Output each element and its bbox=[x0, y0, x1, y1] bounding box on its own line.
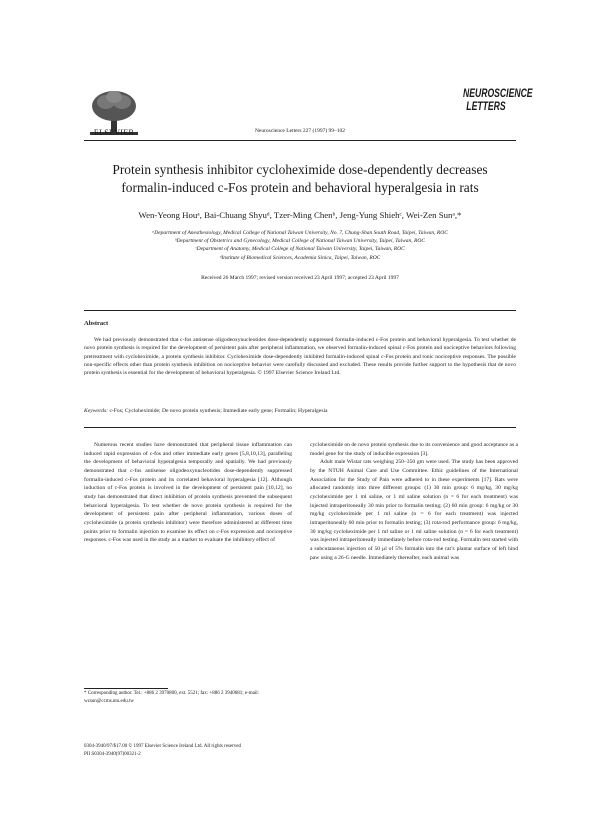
keywords bbox=[84, 408, 516, 414]
journal-logo-line1: NEUROSCIENCE bbox=[462, 86, 533, 100]
journal-logo-line2: LETTERS bbox=[466, 98, 506, 113]
author-list: Wen-Yeong Houᵃ, Bai-Chuang Shyuᵈ, Tzer-Ming Chenᵇ, Jeng-Yung Shiehᶜ, Wei-Zen Sunᵃ,* bbox=[138, 210, 462, 220]
abstract-heading: Abstract bbox=[84, 320, 109, 327]
pii-line: PII S0304-3940(97)00321-2 bbox=[84, 751, 141, 757]
abstract-body: We had previously demonstrated that c-fos antisense oligodeoxynucleotides dose-dependently suppressed formalin-induced c-Fos protein and behavioral hyperalgesia. To test whether de novo protein synthesis is required for the development of persistent pain after peripheral inflammation, we observed formalin-induced spinal c-Fos protein and nociceptive behaviors following pretreatment with cycloheximide, a protein synthesis inhibitor. Cycloheximide dose-dependently inhibited formalin-induced spinal c-Fos protein and tonic nociceptive responses. The possible non-specific effects other than protein synthesis inhibition on nociceptive behavior were carefully discussed and excluded. These results provide further support to the hypothesis that de novo protein synthesis is essential for the development of behavioral hyperalgesia. © 1997 Elsevier Science Ireland Ltd. bbox=[84, 337, 516, 377]
corresponding-author-footnote: * Corresponding author. Tel.: +886 2 3970800, ext. 5521; fax: +886 2 3940681; e-mail: wzsun@ccms.ntu.edu.tw bbox=[84, 691, 260, 704]
affiliation-b: ᵇDepartment of Obstetrics and Gynecology, Medical College of National Taiwan University, Taipei, Taiwan, ROC bbox=[174, 238, 426, 245]
copyright-block bbox=[84, 743, 241, 759]
affiliation-a: ᵃDepartment of Anesthesiology, Medical College of National Taiwan University, No. 7, Chung-Shan South Road, Taipei, Taiwan, ROC bbox=[152, 230, 448, 236]
abstract-text bbox=[84, 336, 516, 378]
abstract-top-divider bbox=[84, 310, 516, 311]
body-right-column bbox=[310, 441, 518, 562]
affiliation-c: ᶜDepartment of Anatomy, Medical College of National Taiwan University, Taipei, Taiwan, ROC bbox=[195, 246, 405, 253]
keywords-list: c-Fos; Cycloheximide; De novo protein synthesis; Immediate early gene; Formalin; Hyperalgesia bbox=[109, 408, 328, 414]
affiliation-d: ᵈInstitute of Biomedical Sciences, Academia Sinica, Taipei, Taiwan, ROC bbox=[219, 254, 381, 261]
received-dates: Received 26 March 1997; revised version received 23 April 1997; accepted 23 April 1997 bbox=[201, 275, 399, 281]
right-column-paragraph-2-text: Adult male Wistar rats weighing 250–350 gm were used. The study has been approved by the NTUH Animal Care and Use Committee. Ethic guidelines of the International Association for the Study of Pain were adhered to in these experiments [17]. Rats were allocated randomly into three different groups: (1) 30 min group: 6 mg/kg, 30 mg/kg cycloheximide per 1 ml saline, or 1 ml saline solution (n = 6 for each treatment) was injected intraperitoneally 30 min prior to formalin testing; (2) 60 min group: 6 mg/kg or 30 mg/kg cycloheximide per 1 ml saline (n = 6 for each treatment) was injected intraperitoneally 60 min prior to formalin testing; (3) rota-rod performance group: 6 mg/kg, 30 mg/kg cycloheximide per 1 ml saline or 1 ml saline solution (n = 6 for each treatment) was injected intraperitoneally immediately before rota-rod testing. Formalin test started with a subcutaneous injection of 50 µl of 5% formalin into the rat’s plantar surface of left hind paw using a 26-G needle. Immediately thereafter, each animal was bbox=[310, 459, 518, 561]
keywords-label: Keywords: bbox=[84, 408, 109, 414]
body-left-column bbox=[84, 441, 292, 545]
title-line-2: formalin-induced c-Fos protein and behavioral hyperalgesia in rats bbox=[121, 179, 479, 195]
copyright-line: 0304-3940/97/$17.00 © 1997 Elsevier Science Ireland Ltd. All rights reserved bbox=[84, 744, 241, 749]
journal-logo bbox=[462, 86, 533, 113]
publisher-name: ELSEVIER bbox=[93, 128, 135, 137]
left-column-text: Numerous recent studies have demonstrated that peripheral tissue inflammation can induced rapid expression of c-fos and other immediate early genes [5,8,10,13], paralleling the development of behavioral hyperalgesia temporally and spatially. We had previously demonstrated that c-fos antisense oligodeoxynucleotides dose-dependently suppressed formalin-induced c-Fos protein and its correlated behavioral hyperalgesia [12]. Although induction of c-Fos protein is involved in the development of persistent pain [10,12], no study has demonstrated that direct inhibition of protein synthesis prevented the subsequent behavioral hyperalgesia. To test whether de novo protein synthesis is required for the development of persistent pain after peripheral inflammation, various doses of cycloheximide (a protein synthesis inhibitor) were therefore administered at different time points prior to formalin injection to examine its effect on c-Fos expression and nociceptive responses. c-Fos was used in the study as a marker to evaluate the inhibitory effect of bbox=[84, 442, 292, 544]
header-divider bbox=[84, 140, 516, 141]
title-line-1: Protein synthesis inhibitor cycloheximide dose-dependently decreases bbox=[112, 162, 488, 177]
abstract-bottom-divider bbox=[84, 427, 516, 428]
right-column-paragraph-1: cycloheximide on de novo protein synthesis due to its convenience and good acceptance as a model gene for the study of inducible expression [3]. bbox=[310, 442, 518, 457]
journal-citation: Neuroscience Letters 227 (1997) 99–102 bbox=[254, 128, 346, 134]
affiliations bbox=[84, 229, 516, 262]
article-title bbox=[84, 161, 516, 196]
right-column-paragraph-2 bbox=[310, 458, 518, 562]
footnote-divider bbox=[84, 688, 168, 689]
